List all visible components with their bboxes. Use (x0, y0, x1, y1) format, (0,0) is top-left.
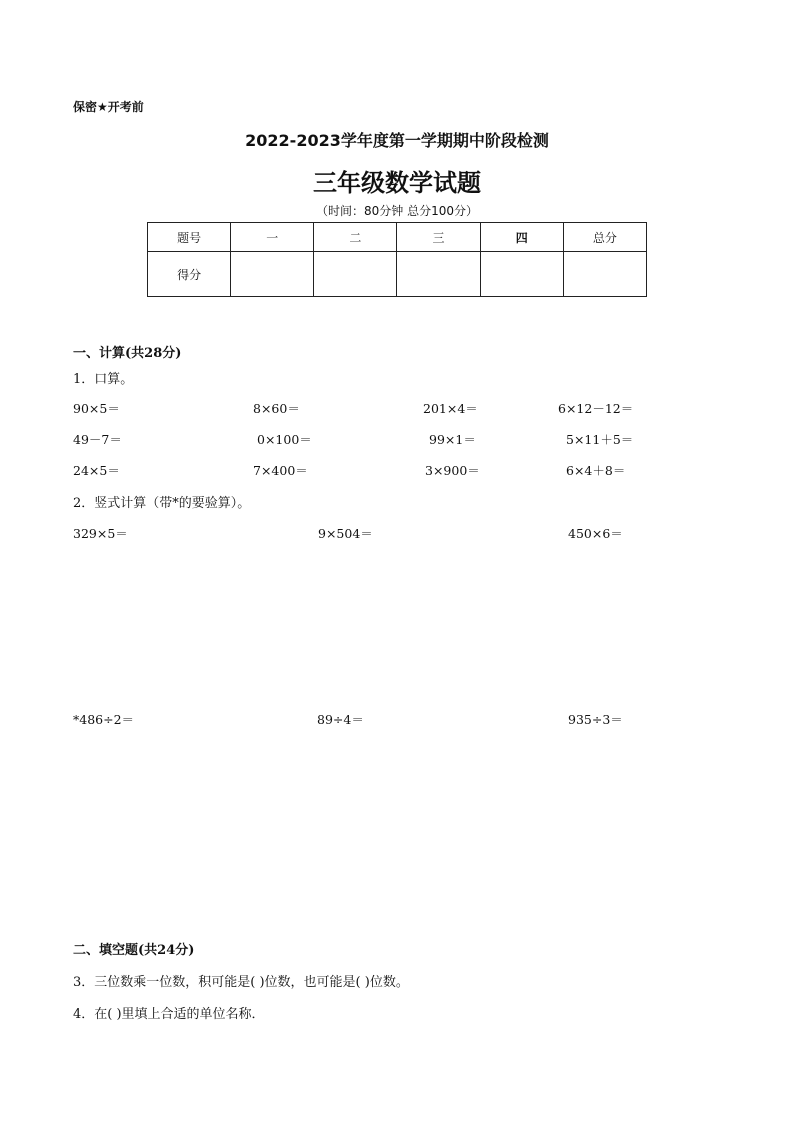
oral-calc-item: 5×11＋5＝ (566, 432, 634, 447)
exam-title: 2022-2023学年度第一学期期中阶段检测 (245, 131, 549, 150)
oral-calc-item: 0×100＝ (257, 432, 312, 447)
oral-calc-item: 49－7＝ (73, 432, 122, 447)
score-table-score-row (148, 252, 647, 297)
vertical-calc-item: 935÷3＝ (568, 712, 623, 727)
oral-calc-item: 99×1＝ (429, 432, 476, 447)
table-header-cell: 二 (314, 223, 397, 252)
table-header-cell: 一 (231, 223, 314, 252)
vertical-calc-item: 329×5＝ (73, 526, 128, 541)
question-4: 4．在( )里填上合适的单位名称． (73, 1007, 265, 1022)
vertical-calc-item: 9×504＝ (318, 526, 373, 541)
score-cell (397, 252, 480, 297)
table-header-cell: 三 (397, 223, 480, 252)
table-header-cell: 四 (480, 223, 563, 252)
section-title-fill-in: 二、填空题(共24分) (73, 943, 195, 958)
oral-calc-item: 7×400＝ (253, 463, 308, 478)
score-cell (231, 252, 314, 297)
oral-calc-item: 3×900＝ (425, 463, 480, 478)
vertical-calc-item: 450×6＝ (568, 526, 623, 541)
oral-calc-item: 24×5＝ (73, 463, 120, 478)
oral-calc-item: 6×12－12＝ (558, 401, 634, 416)
exam-info: （时间：80分钟 总分100分） (316, 204, 478, 218)
subject-title: 三年级数学试题 (313, 169, 481, 197)
oral-calc-item: 8×60＝ (253, 401, 300, 416)
table-header-cell: 总分 (563, 223, 646, 252)
vertical-calc-item: *486÷2＝ (73, 712, 135, 727)
score-table (147, 222, 647, 297)
question-2-label: 2．竖式计算（带*的要验算）。 (73, 496, 251, 511)
oral-calc-item: 90×5＝ (73, 401, 120, 416)
oral-calc-item: 6×4＋8＝ (566, 463, 626, 478)
score-cell (314, 252, 397, 297)
confidential-label: 保密★开考前 (73, 100, 144, 114)
question-1-label: 1．口算。 (73, 372, 134, 387)
score-table-header-row (148, 223, 647, 252)
table-header-cell: 题号 (148, 223, 231, 252)
oral-calc-item: 201×4＝ (423, 401, 478, 416)
score-cell (480, 252, 563, 297)
section-title-calculation: 一、计算(共28分) (73, 346, 182, 361)
score-cell (563, 252, 646, 297)
vertical-calc-item: 89÷4＝ (317, 712, 364, 727)
question-3: 3．三位数乘一位数，积可能是( )位数，也可能是( )位数。 (73, 975, 409, 990)
table-row-label: 得分 (148, 252, 231, 297)
